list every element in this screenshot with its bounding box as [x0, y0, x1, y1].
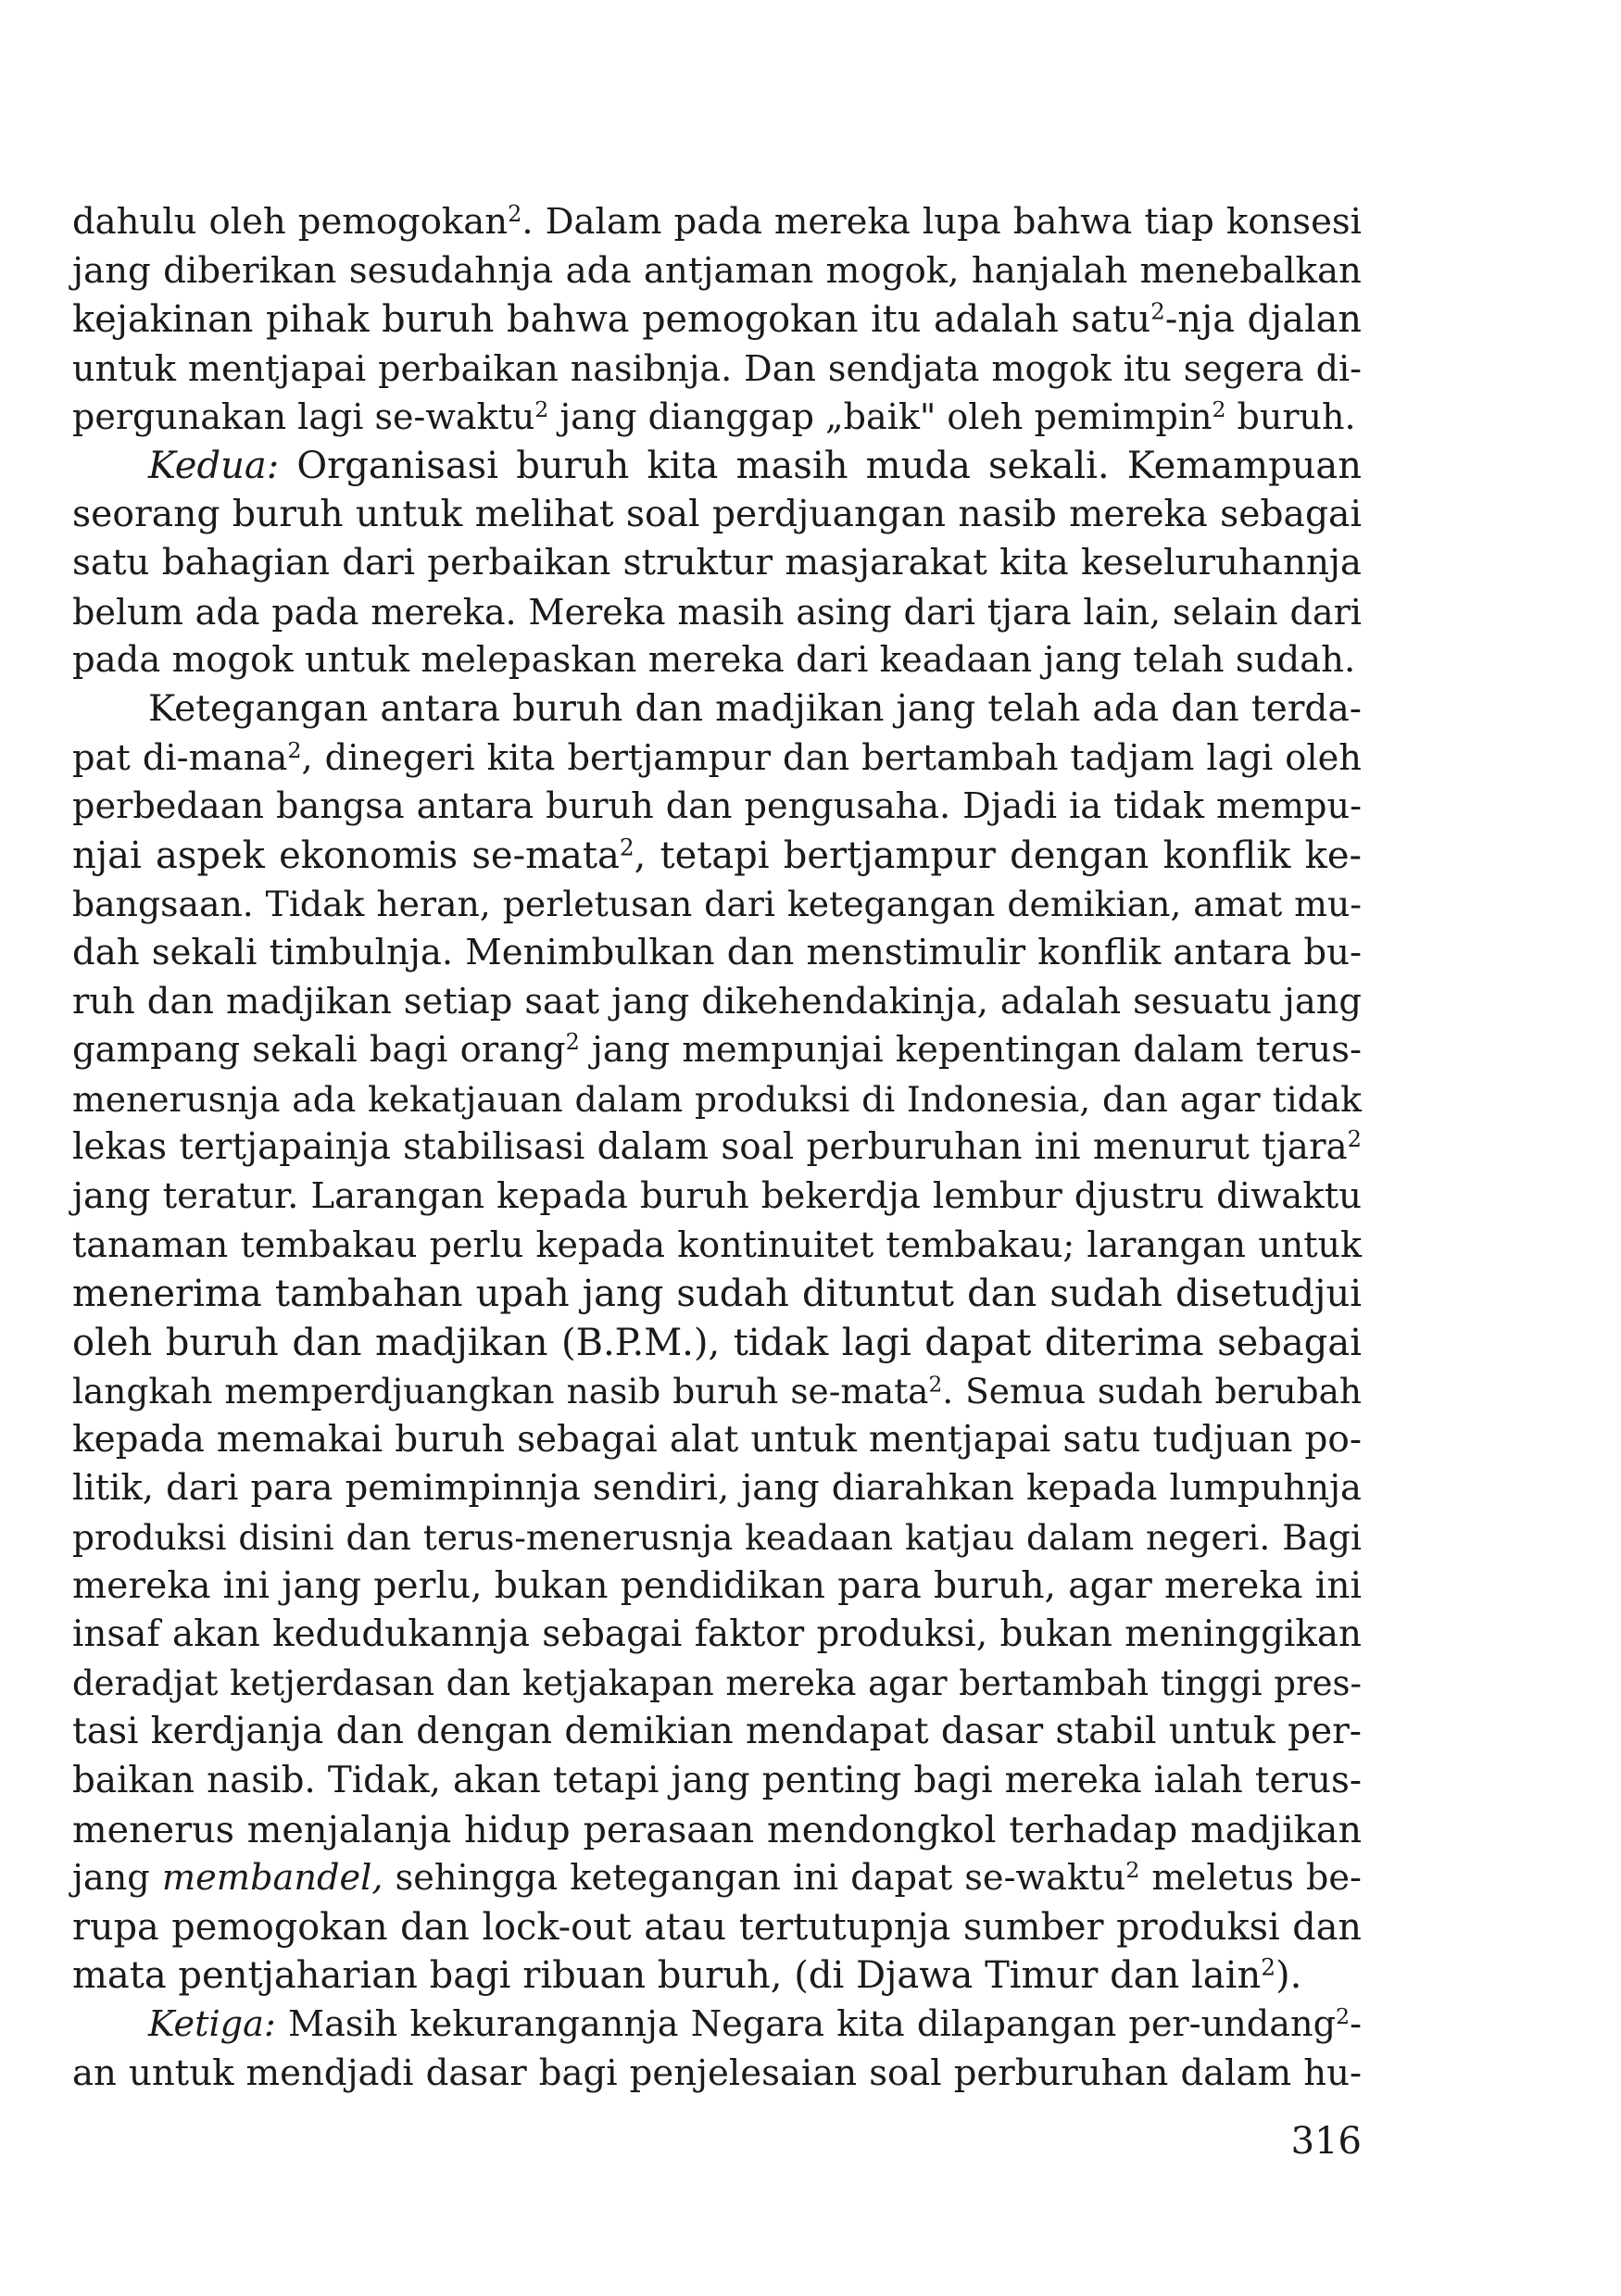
text-line [72, 345, 1362, 394]
text-segment: rupa pemogokan dan lock-out atau tertutupnja sumber produksi dan [72, 1905, 1362, 1949]
text-segment: an untuk mendjadi dasar bagi penjelesaian soal perburuhan dalam hu- [72, 2051, 1362, 2094]
text-segment: satu bahagian dari perbaikan struktur masjarakat kita keseluruhannja [72, 542, 1362, 584]
text-segment: -nja djalan [1164, 298, 1362, 342]
text-segment: menerus menjalanja hidup perasaan mendongkol terhadap madjikan [72, 1808, 1362, 1851]
italic-term: Kedua: [148, 444, 280, 487]
superscript-mark: 2 [1125, 1857, 1140, 1884]
text-segment: pada mogok untuk melepaskan mereka dari keadaan jang telah sudah. [72, 639, 1356, 682]
text-segment: tasi kerdjanja dan dengan demikian mendapat dasar stabil untuk per- [72, 1711, 1362, 1753]
text-segment: pat di-mana [72, 736, 288, 779]
text-line [72, 393, 1362, 442]
text-segment: jang mempunjai kepentingan dalam terus- [579, 1029, 1362, 1072]
text-segment: kejakinan pihak buruh bahwa pemogokan itu adalah satu [72, 298, 1151, 342]
superscript-mark: 2 [1212, 396, 1226, 423]
superscript-mark: 2 [1347, 1126, 1362, 1153]
text-segment: kepada memakai buruh sebagai alat untuk mentjapai satu tudjuan po- [72, 1418, 1362, 1461]
text-segment: baikan nasib. Tidak, akan tetapi jang penting bagi mereka ialah terus- [72, 1760, 1362, 1801]
text-segment: insaf akan kedudukannja sebagai faktor produksi, bukan meninggikan [72, 1613, 1362, 1656]
superscript-mark: 2 [1336, 2002, 1351, 2029]
text-segment: mata pentjaharian bagi ribuan buruh, (di Djawa Timur dan lain [72, 1954, 1262, 1998]
text-segment: ruh dan madjikan setiap saat jang dikehendakinja, adalah sesuatu jang [72, 980, 1362, 1023]
italic-term: membandel, [161, 1857, 383, 1900]
text-line [72, 491, 1362, 540]
text-line [72, 198, 1362, 247]
text-line [72, 1221, 1362, 1270]
text-segment: sehingga ketegangan ini dapat se-waktu [383, 1857, 1126, 1900]
page-number: 316 [1290, 2120, 1362, 2163]
text-segment: tanaman tembakau perlu kepada kontinuitet tembakau; larangan untuk [72, 1224, 1362, 1266]
text-line [72, 1319, 1362, 1368]
text-line [72, 1173, 1362, 1222]
text-line [72, 1757, 1362, 1806]
text-line [72, 1562, 1362, 1612]
text-line [72, 734, 1362, 784]
text-segment: . Semua sudah berubah [942, 1371, 1362, 1412]
text-line [72, 783, 1362, 832]
text-segment: litik, dari para pemimpinnja sendiri, jang diarahkan kepada lumpuhnja [72, 1467, 1362, 1510]
text-segment: produksi disini dan terus-menerusnja keadaan katjau dalam negeri. Bagi [72, 1517, 1362, 1559]
text-line [72, 588, 1362, 637]
text-line [72, 1854, 1362, 1903]
text-segment: pergunakan lagi se-waktu [72, 396, 535, 438]
text-segment: mereka ini jang perlu, bukan pendidikan para buruh, agar mereka ini [72, 1564, 1362, 1607]
text-line [72, 1026, 1362, 1075]
text-segment: jang dianggap „baik" oleh pemimpin [548, 396, 1213, 438]
text-line [72, 1075, 1362, 1124]
text-segment: menerima tambahan upah jang sudah dituntut dan sudah disetudjui [72, 1273, 1362, 1316]
text-line [72, 1708, 1362, 1757]
text-segment: menerusnja ada kekatjauan dalam produksi di Indonesia, dan agar tidak [72, 1078, 1362, 1120]
text-line [72, 1367, 1362, 1416]
superscript-mark: 2 [928, 1372, 943, 1398]
text-line [72, 978, 1362, 1027]
text-segment: bangsaan. Tidak heran, perletusan dari ketegangan demikian, amat mu- [72, 884, 1362, 925]
superscript-mark: 2 [287, 736, 302, 763]
text-segment: gampang sekali bagi orang [72, 1029, 566, 1072]
text-line [72, 1951, 1362, 2001]
text-segment: lekas tertjapainja stabilisasi dalam soal perburuhan ini menurut tjara [72, 1126, 1348, 1169]
text-segment: meletus be- [1139, 1857, 1362, 1900]
superscript-mark: 2 [508, 200, 522, 227]
text-line [72, 1270, 1362, 1319]
text-line [72, 2001, 1362, 2050]
text-line [72, 880, 1362, 929]
text-segment: Ketegangan antara buruh dan madjikan jang telah ada dan terda- [148, 687, 1362, 730]
text-line [72, 1464, 1362, 1513]
text-segment: - [1350, 2003, 1362, 2045]
italic-term: Ketiga: [148, 2003, 276, 2045]
text-line [72, 1806, 1362, 1855]
text-line [72, 1611, 1362, 1660]
text-line [72, 1903, 1362, 1952]
text-line [72, 929, 1362, 978]
text-line [72, 247, 1362, 296]
text-line [72, 685, 1362, 734]
superscript-mark: 2 [1261, 1953, 1275, 1981]
text-segment: njai aspek ekonomis se-mata [72, 834, 620, 877]
text-line [72, 295, 1362, 345]
text-line [72, 2050, 1362, 2099]
superscript-mark: 2 [534, 396, 549, 423]
text-segment: Organisasi buruh kita masih muda sekali. Kemampuan [279, 444, 1362, 487]
text-segment: perbedaan bangsa antara buruh dan pengusaha. Djadi ia tidak mempu- [72, 786, 1362, 828]
text-segment: seorang buruh untuk melihat soal perdjuangan nasib mereka sebagai [72, 493, 1362, 535]
text-segment: dahulu oleh pemogokan [72, 201, 509, 243]
superscript-mark: 2 [619, 834, 635, 861]
text-segment: Masih kekurangannja Negara kita dilapangan per-undang [275, 2003, 1337, 2045]
text-segment: dah sekali timbulnja. Menimbulkan dan menstimulir konflik antara bu- [72, 931, 1362, 973]
body-text [72, 198, 1362, 2098]
text-segment: untuk mentjapai perbaikan nasibnja. Dan sendjata mogok itu segera di- [72, 347, 1362, 389]
text-segment: jang teratur. Larangan kepada buruh bekerdja lembur djustru diwaktu [72, 1174, 1362, 1217]
text-line [72, 1660, 1362, 1709]
text-segment: belum ada pada mereka. Mereka masih asing dari tjara lain, selain dari [72, 591, 1362, 633]
text-segment: . Dalam pada mereka lupa bahwa tiap konsesi [521, 201, 1362, 243]
text-segment: buruh. [1225, 396, 1356, 438]
text-line [72, 636, 1362, 685]
text-line [72, 1416, 1362, 1465]
text-line [72, 832, 1362, 881]
text-segment: jang [72, 1857, 162, 1900]
superscript-mark: 2 [565, 1028, 580, 1055]
text-segment: deradjat ketjerdasan dan ketjakapan mereka agar bertambah tinggi pres- [72, 1662, 1362, 1703]
text-line [72, 1513, 1362, 1562]
text-line [72, 1123, 1362, 1173]
text-segment: , dinegeri kita bertjampur dan bertambah tadjam lagi oleh [301, 736, 1362, 779]
text-segment: jang diberikan sesudahnja ada antjaman mogok, hanjalah menebalkan [72, 249, 1362, 292]
text-segment: oleh buruh dan madjikan (B.P.M.), tidak lagi dapat diterima sebagai [72, 1321, 1362, 1364]
text-segment: , tetapi bertjampur dengan konflik ke- [634, 834, 1363, 877]
superscript-mark: 2 [1150, 297, 1165, 325]
text-segment: ). [1275, 1954, 1302, 1998]
text-line [72, 539, 1362, 588]
text-segment: langkah memperdjuangkan nasib buruh se-mata [72, 1371, 929, 1412]
text-line [72, 442, 1362, 491]
